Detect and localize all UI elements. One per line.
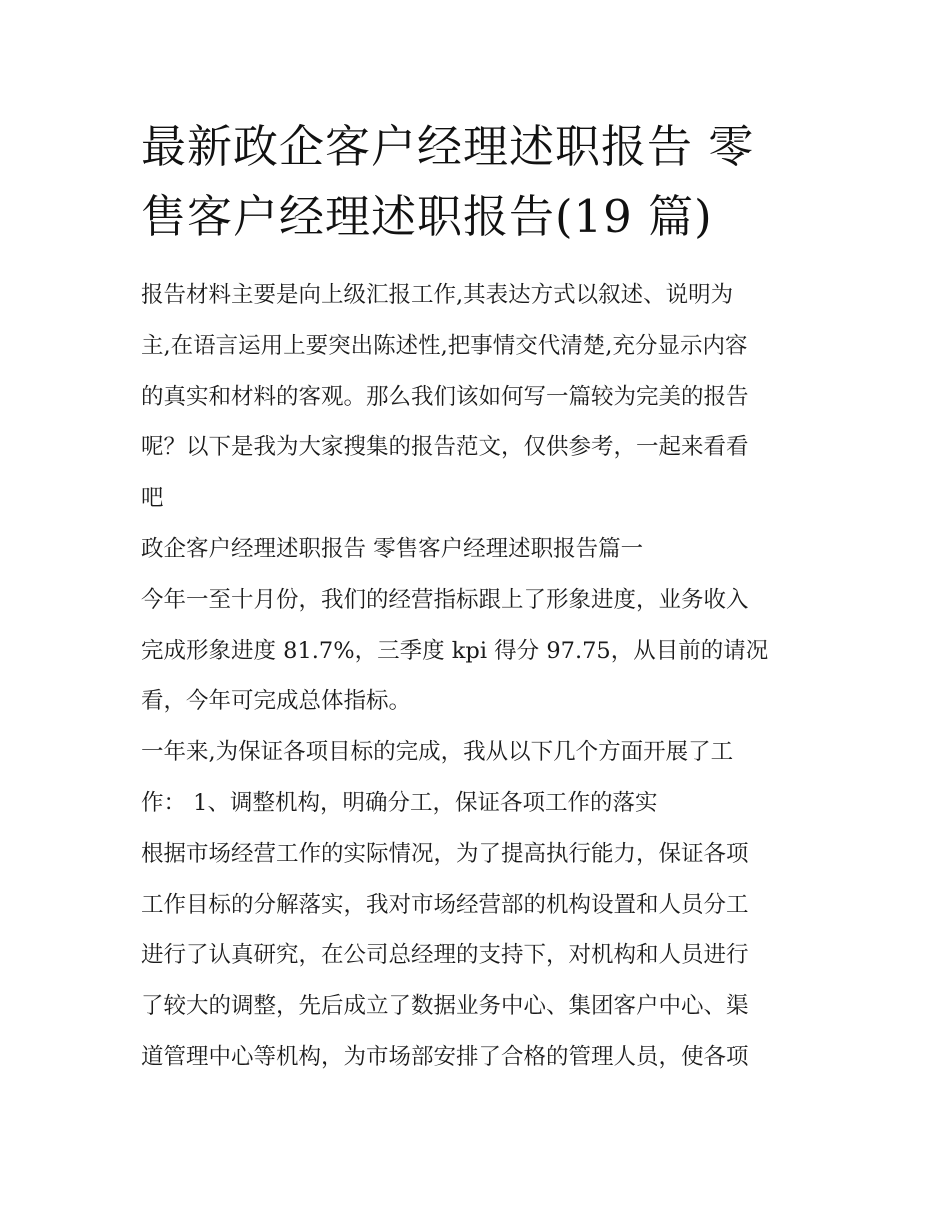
body-text-line: 根据市场经营工作的实际情况，为了提高执行能力，保证各项	[141, 840, 749, 867]
body-text-line: 报告材料主要是向上级汇报工作,其表达方式以叙述、说明为	[141, 282, 734, 308]
document-page	[141, 112, 813, 1083]
body-text-line: 吧	[141, 485, 164, 512]
body-text-line: 作： 1、调整机构，明确分工，保证各项工作的落实	[141, 789, 658, 816]
title-line: 售客户经理述职报告(19 篇)	[141, 190, 713, 243]
body-text-line: 主,在语言运用上要突出陈述性,把事情交代清楚,充分显示内容	[141, 332, 748, 359]
body-text-line: 看，今年可完成总体指标。	[141, 688, 412, 715]
document-body	[141, 270, 813, 1083]
body-text-line: 呢？以下是我为大家搜集的报告范文，仅供参考，一起来看看	[141, 434, 749, 461]
body-text-line: 进行了认真研究，在公司总经理的支持下，对机构和人员进行	[141, 942, 749, 969]
body-text-line: 一年来,为保证各项目标的完成，我从以下几个方面开展了工	[141, 739, 734, 766]
document-title	[141, 112, 813, 252]
section-heading-line: 政企客户经理述职报告 零售客户经理述职报告篇一	[141, 535, 644, 562]
body-text-line: 工作目标的分解落实，我对市场经营部的机构设置和人员分工	[141, 891, 749, 918]
body-text-line: 了较大的调整，先后成立了数据业务中心、集团客户中心、渠	[141, 993, 749, 1020]
body-text-line: 道管理中心等机构，为市场部安排了合格的管理人员，使各项	[141, 1043, 749, 1070]
body-text-line: 完成形象进度 81.7%，三季度 kpi 得分 97.75，从目前的请况	[141, 637, 769, 664]
body-text-line: 今年一至十月份，我们的经营指标跟上了形象进度，业务收入	[141, 586, 749, 613]
title-line: 最新政企客户经理述职报告 零	[141, 120, 755, 173]
body-text-line: 的真实和材料的客观。那么我们该如何写一篇较为完美的报告	[141, 383, 749, 410]
